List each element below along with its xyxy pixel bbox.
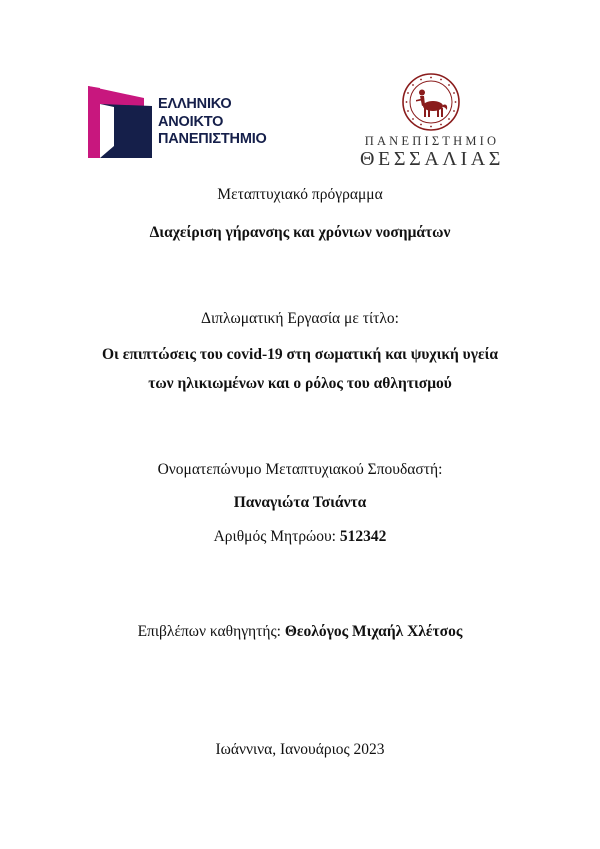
student-id-value: 512342 xyxy=(339,528,387,545)
hou-emblem-icon xyxy=(86,84,156,160)
hou-wordmark-line2: ΑΝΟΙΚΤΟ xyxy=(158,113,224,130)
uth-wordmark-line1: ΠΑΝΕΠΙΣΤΗΜΙΟ xyxy=(364,134,500,148)
supervisor-name: Θεολόγος Μιχαήλ Χλέτσος xyxy=(284,623,463,640)
thesis-title-line2: των ηλικιωμένων και ο ρόλος του αθλητισμού xyxy=(148,375,452,392)
supervisor-label: Επιβλέπων καθηγητής: xyxy=(137,623,281,640)
hou-wordmark xyxy=(158,96,267,149)
uth-wordmark-line2: ΘΕΣΣΑΛΙΑΣ xyxy=(359,148,505,170)
program-name: Διαχείριση γήρανσης και χρόνιων νοσημάτων xyxy=(149,224,451,241)
student-name: Παναγιώτα Τσιάντα xyxy=(233,494,367,511)
hou-wordmark-line1: ΕΛΛΗΝΙΚΟ xyxy=(158,96,232,112)
thesis-title-line1: Οι επιπτώσεις του covid-19 στη σωματική και ψυχική υγεία xyxy=(101,346,499,363)
place-and-date: Ιωάννινα, Ιανουάριος 2023 xyxy=(215,741,385,758)
student-label: Ονοματεπώνυμο Μεταπτυχιακού Σπουδαστή: xyxy=(157,461,443,478)
student-id-label: Αριθμός Μητρώου: xyxy=(213,528,336,545)
hellenic-open-university-logo xyxy=(86,84,286,160)
thesis-label: Διπλωματική Εργασία με τίτλο: xyxy=(201,310,399,327)
student-id-line xyxy=(0,528,600,546)
program-label: Μεταπτυχιακό πρόγραμμα xyxy=(217,186,383,203)
hou-wordmark-line3: ΠΑΝΕΠΙΣΤΗΜΙΟ xyxy=(158,131,267,147)
centaur-seal-icon xyxy=(401,72,461,132)
university-of-thessaly-logo xyxy=(352,72,512,170)
supervisor-line xyxy=(0,623,600,641)
